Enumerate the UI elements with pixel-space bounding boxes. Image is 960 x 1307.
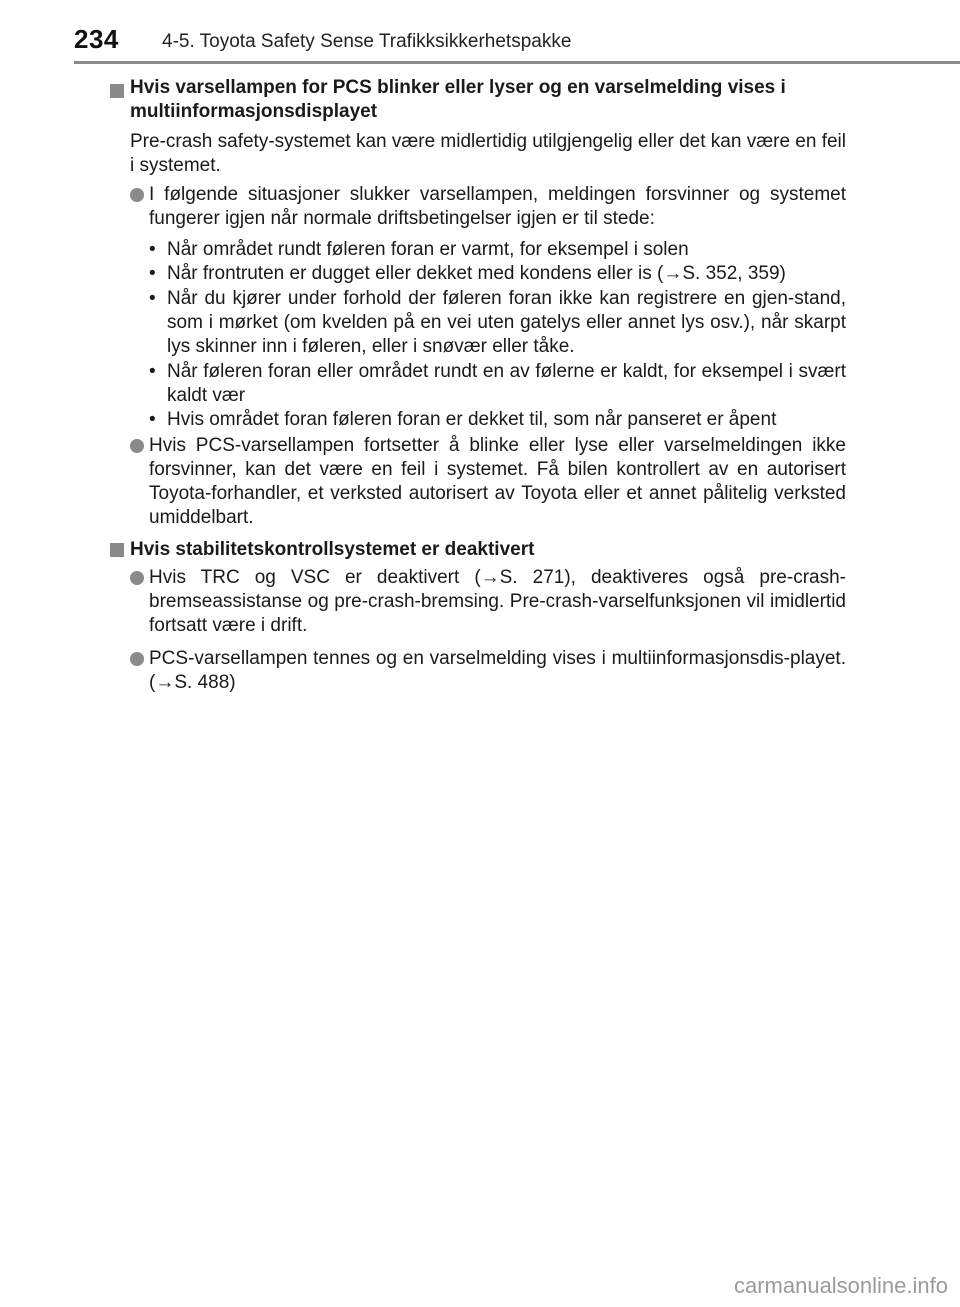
- bullet-dot-icon: •: [149, 409, 156, 430]
- bullet-dot-icon: •: [149, 263, 156, 284]
- list-item: [149, 238, 846, 262]
- list-item: [149, 360, 846, 408]
- list-item: [149, 408, 846, 432]
- list-item-text: Når frontruten er dugget eller dekket med kondens eller is (→S. 352, 359): [167, 263, 786, 284]
- circle-bullet-icon: [130, 652, 144, 666]
- square-bullet-icon: [110, 543, 124, 557]
- heading-line: Hvis varsellampen for PCS blinker eller lyser og en varselmelding vises i: [130, 77, 786, 98]
- list-item-text: Når du kjører under forhold der føleren foran ikke kan registrere en gjen-stand, som i mørket (om kvelden på en vei uten gatelys eller annet lys osv.), når skarpt lys skinner inn i føleren, eller i snøvær eller tåke.: [167, 288, 846, 357]
- bullet-dot-icon: •: [149, 239, 156, 260]
- section-heading-pcs-warning: [130, 76, 846, 124]
- chapter-title: 4-5. Toyota Safety Sense Trafikksikkerhetspakke: [162, 31, 572, 52]
- bullet-dot-icon: •: [149, 361, 156, 382]
- list-item: [149, 262, 846, 286]
- list-item-text: Hvis området foran føleren foran er dekket til, som når panseret er åpent: [167, 409, 777, 430]
- point-trc-vsc: Hvis TRC og VSC er deaktivert (→S. 271), deaktiveres også pre-crash-bremseassistanse og pre-crash-bremsing. Pre-crash-varselfunksjonen vil imidlertid fortsatt være i drift.: [149, 567, 846, 636]
- page-number: 234: [74, 24, 119, 54]
- list-item: [149, 287, 846, 359]
- circle-bullet-icon: [130, 571, 144, 585]
- page-header: [0, 0, 960, 62]
- section-heading-stability-control: Hvis stabilitetskontrollsystemet er deaktivert: [130, 539, 535, 560]
- point-persistent-fault: Hvis PCS-varsellampen fortsetter å blinke eller lyse eller varselmeldingen ikke forsvinner, kan det være en feil i systemet. Få bilen kontrollert av en autorisert Toyota-forhandler, et verksted autorisert av Toyota eller et annet pålitelig verksted umiddelbart.: [149, 435, 846, 528]
- square-bullet-icon: [110, 84, 124, 98]
- bullet-dot-icon: •: [149, 288, 156, 309]
- point-conditions: I følgende situasjoner slukker varsellampen, meldingen forsvinner og systemet fungerer igjen når normale driftsbetingelser igjen er til stede:: [149, 184, 846, 229]
- header-divider: [74, 61, 960, 64]
- section-intro: Pre-crash safety-systemet kan være midlertidig utilgjengelig eller det kan være en feil i systemet.: [130, 131, 846, 176]
- circle-bullet-icon: [130, 188, 144, 202]
- heading-line: multiinformasjonsdisplayet: [130, 101, 378, 122]
- list-item-text: Når området rundt føleren foran er varmt, for eksempel i solen: [167, 239, 689, 260]
- list-item-text: Når føleren foran eller området rundt en av følerne er kaldt, for eksempel i svært kaldt vær: [167, 361, 846, 406]
- point-warning-lamp: PCS-varsellampen tennes og en varselmelding vises i multiinformasjonsdis-playet. (→S. 488): [149, 648, 846, 693]
- watermark: carmanualsonline.info: [733, 1273, 948, 1298]
- circle-bullet-icon: [130, 439, 144, 453]
